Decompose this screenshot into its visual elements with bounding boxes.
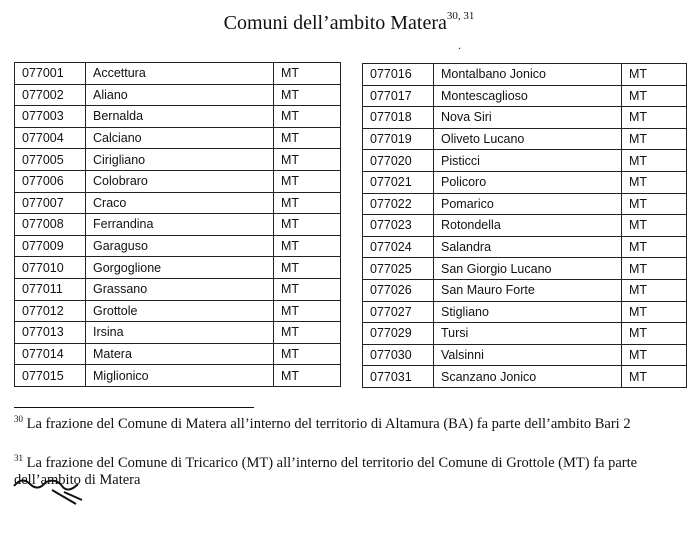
comune-name: Montescaglioso bbox=[434, 85, 622, 107]
comune-code: 077019 bbox=[363, 128, 434, 150]
footnote-30 bbox=[14, 416, 654, 433]
province-code: MT bbox=[274, 170, 341, 192]
comune-name: Garaguso bbox=[86, 235, 274, 257]
comune-name: Nova Siri bbox=[434, 107, 622, 129]
province-code: MT bbox=[622, 323, 687, 345]
comune-code: 077026 bbox=[363, 279, 434, 301]
province-code: MT bbox=[622, 171, 687, 193]
comune-name: Miglionico bbox=[86, 365, 274, 387]
province-code: MT bbox=[274, 192, 341, 214]
footnote-text: La frazione del Comune di Tricarico (MT) all’interno del territorio del Comune di Grottole (MT) fa parte dell’ambito di Matera bbox=[14, 455, 638, 488]
province-code: MT bbox=[274, 257, 341, 279]
comune-name: Accettura bbox=[86, 63, 274, 85]
table-row bbox=[15, 84, 341, 106]
table-row bbox=[363, 344, 687, 366]
comune-code: 077011 bbox=[15, 278, 86, 300]
comune-code: 077005 bbox=[15, 149, 86, 171]
comune-name: Pomarico bbox=[434, 193, 622, 215]
province-code: MT bbox=[274, 300, 341, 322]
comune-code: 077004 bbox=[15, 127, 86, 149]
comune-code: 077022 bbox=[363, 193, 434, 215]
comune-code: 077017 bbox=[363, 85, 434, 107]
comune-code: 077001 bbox=[15, 63, 86, 85]
table-row bbox=[363, 150, 687, 172]
table-row bbox=[363, 236, 687, 258]
province-code: MT bbox=[274, 127, 341, 149]
comune-code: 077006 bbox=[15, 170, 86, 192]
province-code: MT bbox=[274, 235, 341, 257]
table-row bbox=[363, 193, 687, 215]
province-code: MT bbox=[622, 128, 687, 150]
province-code: MT bbox=[274, 278, 341, 300]
comune-code: 077007 bbox=[15, 192, 86, 214]
province-code: MT bbox=[622, 236, 687, 258]
comune-name: Tursi bbox=[434, 323, 622, 345]
comune-code: 077010 bbox=[15, 257, 86, 279]
table-row bbox=[15, 300, 341, 322]
comune-code: 077009 bbox=[15, 235, 86, 257]
comune-name: Ferrandina bbox=[86, 214, 274, 236]
province-code: MT bbox=[274, 322, 341, 344]
table-row bbox=[363, 258, 687, 280]
table-row bbox=[15, 365, 341, 387]
province-code: MT bbox=[622, 150, 687, 172]
province-code: MT bbox=[622, 301, 687, 323]
comune-code: 077013 bbox=[15, 322, 86, 344]
comune-code: 077023 bbox=[363, 215, 434, 237]
comune-name: Irsina bbox=[86, 322, 274, 344]
comune-name: Grottole bbox=[86, 300, 274, 322]
comune-code: 077002 bbox=[15, 84, 86, 106]
comune-name: Pisticci bbox=[434, 150, 622, 172]
comune-name: Salandra bbox=[434, 236, 622, 258]
comuni-table-left bbox=[14, 62, 341, 387]
province-code: MT bbox=[622, 107, 687, 129]
handwritten-scribble bbox=[12, 470, 92, 510]
table-row bbox=[363, 323, 687, 345]
comune-name: Colobraro bbox=[86, 170, 274, 192]
table-row bbox=[15, 170, 341, 192]
comune-code: 077008 bbox=[15, 214, 86, 236]
province-code: MT bbox=[274, 149, 341, 171]
footnote-separator bbox=[14, 407, 254, 408]
comune-code: 077020 bbox=[363, 150, 434, 172]
comune-name: Grassano bbox=[86, 278, 274, 300]
province-code: MT bbox=[274, 106, 341, 128]
province-code: MT bbox=[622, 366, 687, 388]
title-text: Comuni dell’ambito Matera bbox=[223, 12, 447, 34]
comune-code: 077018 bbox=[363, 107, 434, 129]
comune-name: San Mauro Forte bbox=[434, 279, 622, 301]
province-code: MT bbox=[622, 258, 687, 280]
table-row bbox=[15, 257, 341, 279]
comune-name: Valsinni bbox=[434, 344, 622, 366]
table-row bbox=[363, 85, 687, 107]
province-code: MT bbox=[274, 84, 341, 106]
comune-code: 077016 bbox=[363, 64, 434, 86]
comune-name: Oliveto Lucano bbox=[434, 128, 622, 150]
table-row bbox=[15, 278, 341, 300]
comune-name: Rotondella bbox=[434, 215, 622, 237]
comune-code: 077012 bbox=[15, 300, 86, 322]
comune-name: Calciano bbox=[86, 127, 274, 149]
table-row bbox=[363, 128, 687, 150]
table-row bbox=[363, 171, 687, 193]
comune-code: 077015 bbox=[15, 365, 86, 387]
comune-code: 077003 bbox=[15, 106, 86, 128]
comune-name: Scanzano Jonico bbox=[434, 366, 622, 388]
comune-name: Bernalda bbox=[86, 106, 274, 128]
table-row bbox=[363, 301, 687, 323]
table-row bbox=[363, 215, 687, 237]
province-code: MT bbox=[274, 214, 341, 236]
table-row bbox=[363, 64, 687, 86]
province-code: MT bbox=[274, 343, 341, 365]
comune-code: 077031 bbox=[363, 366, 434, 388]
footnote-number: 30 bbox=[14, 414, 23, 425]
comune-code: 077024 bbox=[363, 236, 434, 258]
comuni-table-right bbox=[362, 63, 687, 388]
footnote-number: 31 bbox=[14, 453, 23, 464]
table-row bbox=[15, 214, 341, 236]
comune-code: 077027 bbox=[363, 301, 434, 323]
comune-name: Stigliano bbox=[434, 301, 622, 323]
table-row bbox=[15, 127, 341, 149]
province-code: MT bbox=[622, 344, 687, 366]
comune-name: Gorgoglione bbox=[86, 257, 274, 279]
province-code: MT bbox=[274, 365, 341, 387]
title-footnote-refs: 30, 31 bbox=[446, 10, 475, 23]
table-row bbox=[15, 235, 341, 257]
comune-name: Cirigliano bbox=[86, 149, 274, 171]
comune-name: Craco bbox=[86, 192, 274, 214]
comune-name: Montalbano Jonico bbox=[434, 64, 622, 86]
table-row bbox=[363, 107, 687, 129]
comune-name: Policoro bbox=[434, 171, 622, 193]
table-row bbox=[15, 63, 341, 85]
page-title bbox=[0, 12, 698, 35]
footnote-31 bbox=[14, 455, 654, 489]
table-row bbox=[15, 192, 341, 214]
table-row bbox=[15, 149, 341, 171]
comune-code: 077025 bbox=[363, 258, 434, 280]
comune-code: 077029 bbox=[363, 323, 434, 345]
comune-code: 077030 bbox=[363, 344, 434, 366]
table-row bbox=[15, 343, 341, 365]
province-code: MT bbox=[622, 279, 687, 301]
comune-name: Aliano bbox=[86, 84, 274, 106]
stray-dot: . bbox=[458, 38, 461, 52]
province-code: MT bbox=[622, 215, 687, 237]
province-code: MT bbox=[622, 64, 687, 86]
table-row bbox=[15, 322, 341, 344]
table-row bbox=[15, 106, 341, 128]
province-code: MT bbox=[622, 85, 687, 107]
table-row bbox=[363, 279, 687, 301]
province-code: MT bbox=[622, 193, 687, 215]
comune-code: 077021 bbox=[363, 171, 434, 193]
province-code: MT bbox=[274, 63, 341, 85]
comune-code: 077014 bbox=[15, 343, 86, 365]
footnote-text: La frazione del Comune di Matera all’interno del territorio di Altamura (BA) fa parte dell’ambito Bari 2 bbox=[23, 416, 631, 432]
comune-name: San Giorgio Lucano bbox=[434, 258, 622, 280]
table-row bbox=[363, 366, 687, 388]
comune-name: Matera bbox=[86, 343, 274, 365]
